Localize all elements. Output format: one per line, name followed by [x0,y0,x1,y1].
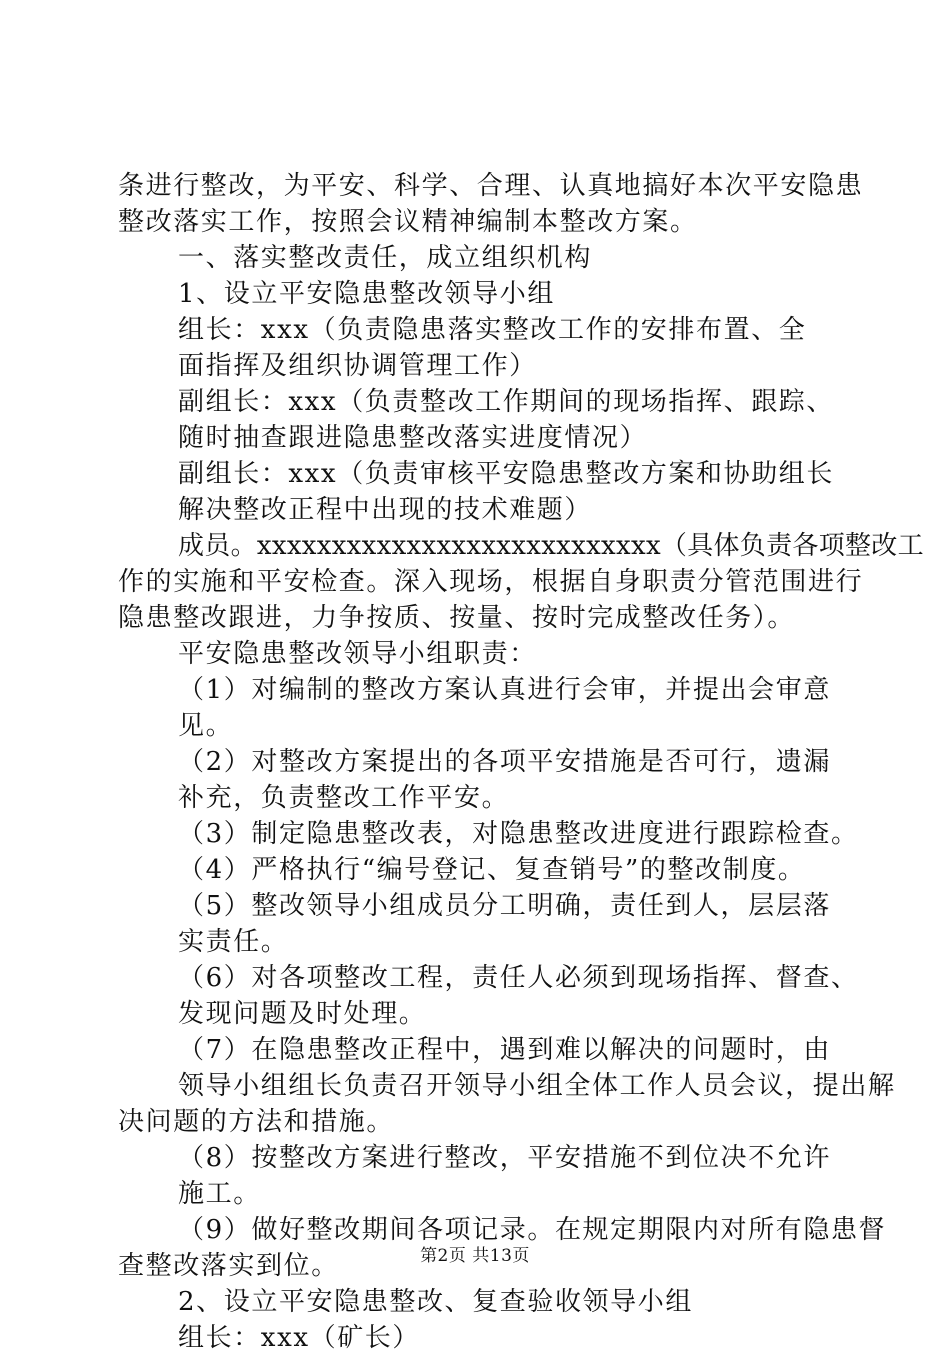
text-line: 组长：xxx（负责隐患落实整改工作的安排布置、全 [178,315,807,345]
text-line: 副组长：xxx（负责整改工作期间的现场指挥、跟踪、 [178,387,834,417]
list-item-continuation: 施工。 [178,1179,261,1209]
list-item-continuation: 查整改落实到位。 [118,1251,339,1281]
list-item-continuation: 见。 [178,711,234,741]
list-item-continuation: 发现问题及时处理。 [178,999,427,1029]
text-line: 面指挥及组织协调管理工作） [178,351,537,381]
list-item: （2）对整改方案提出的各项平安措施是否可行，遗漏 [178,747,831,777]
text-line: 成员。xxxxxxxxxxxxxxxxxxxxxxxxxxx（具体负责各项整改工 [178,531,924,561]
text-line: 随时抽查跟进隐患整改落实进度情况） [178,423,648,453]
list-item: （9）做好整改期间各项记录。在规定期限内对所有隐患督 [178,1215,887,1245]
list-item: （7）在隐患整改正程中，遇到难以解决的问题时，由 [178,1035,831,1065]
list-item-continuation: 补充，负责整改工作平安。 [178,783,510,813]
subsection-heading: 1、设立平安隐患整改领导小组 [178,279,555,309]
text-line: 条进行整改，为平安、科学、合理、认真地搞好本次平安隐患 [118,171,864,201]
list-item: （6）对各项整改工程，责任人必须到现场指挥、督查、 [178,963,859,993]
text-line: 隐患整改跟进，力争按质、按量、按时完成整改任务）。 [118,603,796,633]
text-line: 作的实施和平安检查。深入现场，根据自身职责分管范围进行 [118,567,864,597]
page-number-footer: 第2页 共13页 [420,1246,530,1266]
list-item: （1）对编制的整改方案认真进行会审，并提出会审意 [178,675,831,705]
text-line: 整改落实工作，按照会议精神编制本整改方案。 [118,207,698,237]
section-heading: 一、落实整改责任，成立组织机构 [178,243,593,273]
text-line: 组长：xxx（矿长） [178,1323,420,1353]
subsection-heading: 2、设立平安隐患整改、复查验收领导小组 [178,1287,693,1317]
list-item-continuation: 实责任。 [178,927,289,957]
list-item-continuation: 领导小组组长负责召开领导小组全体工作人员会议，提出解 [178,1071,896,1101]
list-item: （3）制定隐患整改表，对隐患整改进度进行跟踪检查。 [178,819,859,849]
list-item-continuation: 决问题的方法和措施。 [118,1107,395,1137]
text-line: 副组长：xxx（负责审核平安隐患整改方案和协助组长 [178,459,834,489]
list-item: （8）按整改方案进行整改，平安措施不到位决不允许 [178,1143,831,1173]
text-line: 解决整改正程中出现的技术难题） [178,495,593,525]
text-line: 平安隐患整改领导小组职责： [178,639,537,669]
list-item: （4）严格执行“编号登记、复查销号”的整改制度。 [178,855,806,885]
list-item: （5）整改领导小组成员分工明确，责任到人，层层落 [178,891,831,921]
